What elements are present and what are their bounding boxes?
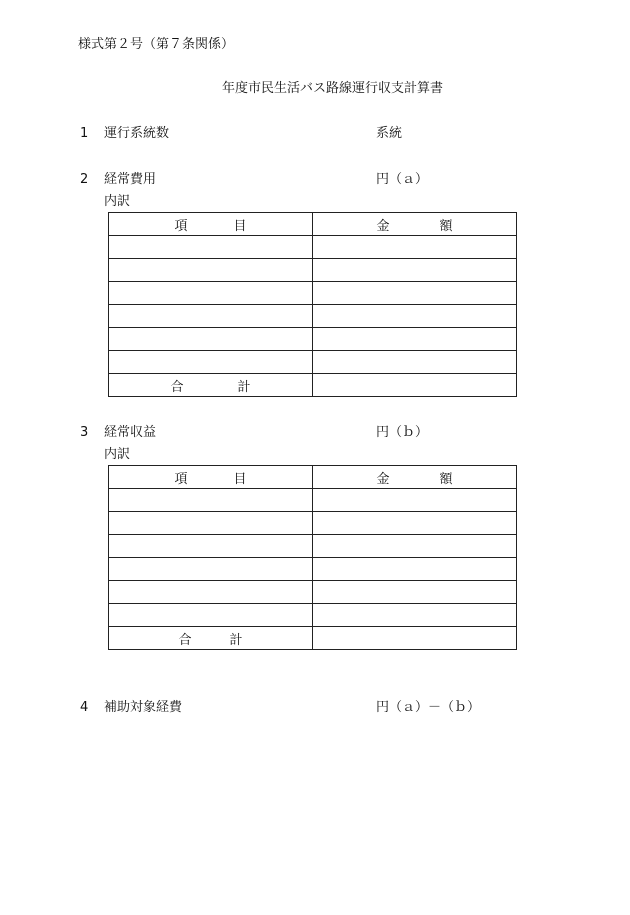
section-2-unit: 円（ａ） bbox=[376, 172, 429, 187]
item-cell[interactable] bbox=[109, 282, 313, 305]
section-3-unit: 円（ｂ） bbox=[376, 425, 429, 440]
item-cell[interactable] bbox=[109, 512, 313, 535]
section-3-label: 経常収益 bbox=[104, 425, 157, 440]
table-row bbox=[109, 558, 517, 581]
total-amount-cell[interactable] bbox=[313, 627, 517, 650]
page-title: 年度市民生活バス路線運行収支計算書 bbox=[222, 81, 444, 96]
form-label: 様式第２号（第７条関係） bbox=[78, 37, 235, 52]
table-row bbox=[109, 236, 517, 259]
table-row bbox=[109, 259, 517, 282]
item-cell[interactable] bbox=[109, 604, 313, 627]
table-row bbox=[109, 489, 517, 512]
amount-header-char-1: 金 bbox=[376, 218, 390, 234]
item-cell[interactable] bbox=[109, 535, 313, 558]
item-cell[interactable] bbox=[109, 581, 313, 604]
amount-cell[interactable] bbox=[313, 328, 517, 351]
amount-cell[interactable] bbox=[313, 236, 517, 259]
section-4-label: 補助対象経費 bbox=[104, 700, 183, 715]
item-header-char-1: 項 bbox=[174, 218, 188, 234]
table-row bbox=[109, 328, 517, 351]
table-row bbox=[109, 581, 517, 604]
amount-cell[interactable] bbox=[313, 581, 517, 604]
amount-cell[interactable] bbox=[313, 604, 517, 627]
total-label-cell bbox=[109, 627, 313, 650]
item-cell[interactable] bbox=[109, 328, 313, 351]
table-row bbox=[109, 604, 517, 627]
total-amount-cell[interactable] bbox=[313, 374, 517, 397]
amount-header-char-1: 金 bbox=[376, 471, 390, 487]
total-char-2: 計 bbox=[229, 632, 243, 648]
amount-cell[interactable] bbox=[313, 489, 517, 512]
section-4-unit: 円（ａ）－（ｂ） bbox=[376, 700, 481, 715]
item-header-char-1: 項 bbox=[174, 471, 188, 487]
table-row bbox=[109, 282, 517, 305]
item-cell[interactable] bbox=[109, 259, 313, 282]
total-label-cell bbox=[109, 374, 313, 397]
section-3-breakdown-label: 内訳 bbox=[104, 447, 131, 462]
section-1-label: 運行系統数 bbox=[104, 126, 170, 141]
table-header-row bbox=[109, 466, 517, 489]
amount-header-cell bbox=[313, 213, 517, 236]
table-row bbox=[109, 351, 517, 374]
amount-cell[interactable] bbox=[313, 351, 517, 374]
item-cell[interactable] bbox=[109, 236, 313, 259]
section-2-number: 2 bbox=[80, 172, 89, 187]
amount-cell[interactable] bbox=[313, 282, 517, 305]
table-header-row bbox=[109, 213, 517, 236]
section-3-number: 3 bbox=[80, 425, 89, 440]
section-2-label: 経常費用 bbox=[104, 172, 157, 187]
item-header-char-2: 目 bbox=[233, 471, 247, 487]
revenue-breakdown-table bbox=[108, 465, 517, 650]
item-header-cell bbox=[109, 466, 313, 489]
section-4-number: 4 bbox=[80, 700, 89, 715]
expense-breakdown-table bbox=[108, 212, 517, 397]
amount-cell[interactable] bbox=[313, 535, 517, 558]
table-row bbox=[109, 512, 517, 535]
table-total-row bbox=[109, 374, 517, 397]
amount-header-char-2: 額 bbox=[439, 471, 453, 487]
amount-cell[interactable] bbox=[313, 259, 517, 282]
amount-cell[interactable] bbox=[313, 558, 517, 581]
table-total-row bbox=[109, 627, 517, 650]
amount-header-cell bbox=[313, 466, 517, 489]
total-char-1: 合 bbox=[178, 632, 192, 648]
amount-header-char-2: 額 bbox=[439, 218, 453, 234]
item-header-char-2: 目 bbox=[233, 218, 247, 234]
item-cell[interactable] bbox=[109, 305, 313, 328]
total-char-1: 合 bbox=[170, 379, 184, 395]
item-header-cell bbox=[109, 213, 313, 236]
total-char-2: 計 bbox=[237, 379, 251, 395]
section-2-breakdown-label: 内訳 bbox=[104, 194, 131, 209]
section-1-unit: 系統 bbox=[376, 126, 403, 141]
table-row bbox=[109, 535, 517, 558]
item-cell[interactable] bbox=[109, 489, 313, 512]
table-row bbox=[109, 305, 517, 328]
item-cell[interactable] bbox=[109, 558, 313, 581]
amount-cell[interactable] bbox=[313, 305, 517, 328]
item-cell[interactable] bbox=[109, 351, 313, 374]
amount-cell[interactable] bbox=[313, 512, 517, 535]
section-1-number: 1 bbox=[80, 126, 89, 141]
